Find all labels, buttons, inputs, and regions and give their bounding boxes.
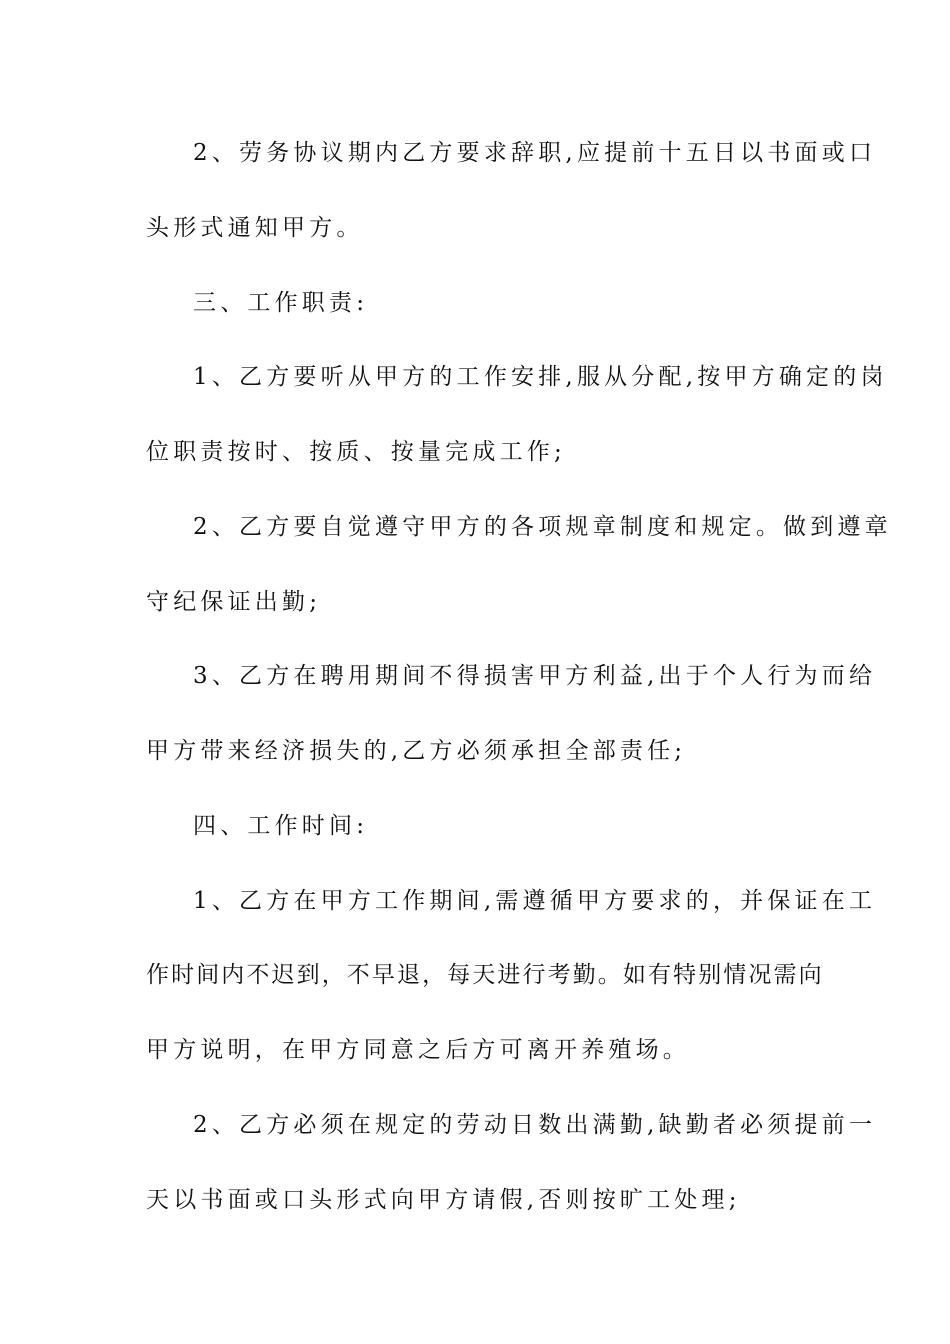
- text-line: 守纪保证出勤;: [146, 589, 322, 615]
- text-line: 3、乙方在聘用期间不得损害甲方利益,出于个人行为而给: [193, 663, 877, 689]
- text-line: 天以书面或口头形式向甲方请假,否则按旷工处理;: [146, 1187, 741, 1213]
- section-heading: 四、工作时间:: [193, 813, 369, 839]
- text-line: 甲方说明，在甲方同意之后方可离开养殖场。: [146, 1037, 690, 1063]
- text-line: 头形式通知甲方。: [146, 215, 364, 241]
- text-line: 甲方带来经济损失的,乙方必须承担全部责任;: [146, 738, 687, 764]
- text-line: 1、乙方要听从甲方的工作安排,服从分配,按甲方确定的岗: [193, 364, 888, 390]
- text-line: 2、乙方必须在规定的劳动日数出满勤,缺勤者必须提前一: [193, 1112, 877, 1138]
- text-line: 2、乙方要自觉遵守甲方的各项规章制度和规定。做到遵章: [193, 514, 892, 540]
- text-line: 作时间内不迟到，不早退，每天进行考勤。如有特别情况需向: [146, 962, 824, 988]
- text-line: 2、劳务协议期内乙方要求辞职,应提前十五日以书面或口: [193, 140, 877, 166]
- text-line: 位职责按时、按质、按量完成工作;: [146, 439, 566, 465]
- text-line: 1、乙方在甲方工作期间,需遵循甲方要求的，并保证在工: [193, 888, 877, 914]
- section-heading: 三、工作职责:: [193, 290, 369, 316]
